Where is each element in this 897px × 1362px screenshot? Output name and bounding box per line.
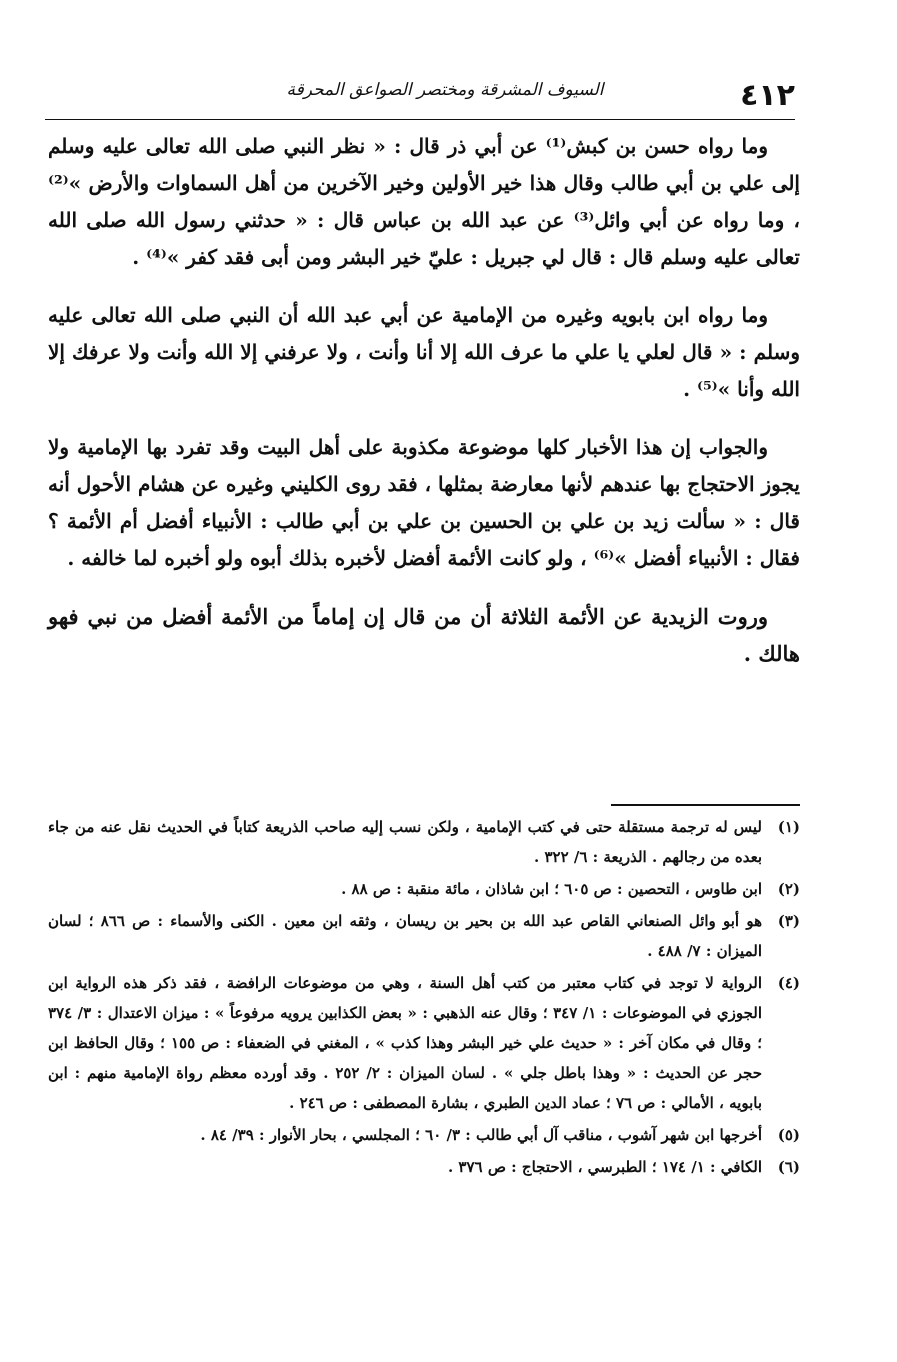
footnote-number: (٣): [777, 912, 800, 930]
main-text: [48, 128, 800, 672]
footnote-text: هو أبو وائل الصنعاني القاص عبد الله بن بحير بن ريسان ، وثقه ابن معين . الكنى والأسماء : ص ٨٦٦ ؛ لسان الميزان : ٧/ ٤٨٨ .: [48, 912, 762, 960]
footnote: [48, 874, 800, 904]
footnote-text: ليس له ترجمة مستقلة حتى في كتب الإمامية ، ولكن نسب إليه صاحب الذريعة كتاباً في الحديث نقل عنه من جاء بعده من رجالهم . الذريعة : ٦/ ٣٢٢ .: [48, 818, 762, 866]
footnote-number: (٢): [777, 880, 800, 898]
footnote-text: ابن طاوس ، التحصين : ص ٦٠٥ ؛ ابن شاذان ، مائة منقبة : ص ٨٨ .: [341, 880, 762, 898]
footnote-text: الرواية لا توجد في كتاب معتبر من كتب أهل السنة ، وهي من موضوعات الرافضة ، فقد ذكر هذه الرواية ابن الجوزي في الموضوعات : ١/ ٣٤٧ ؛ وقال عنه الذهبي : « بعض الكذابين يرويه مرفوعاً » : ميزان الاعتدال : ٣/ ٣٧٤ ؛ وقال في مكان آخر : « حديث علي خير البشر وهذا كذب » ، المغني في الضعفاء : ص ١٥٥ ؛ وقال الحافظ ابن حجر عن الحديث : « وهذا باطل جلي » . لسان الميزان : ٢/ ٢٥٢ . وقد أورده معظم رواة الإمامية منهم : ابن بابويه ، الأمالي : ص ٧٦ ؛ عماد الدين الطبري ، بشارة المصطفى : ص ٢٤٦ .: [48, 974, 762, 1112]
footnote-separator: [611, 804, 800, 806]
paragraph: وروت الزيدية عن الأئمة الثلاثة أن من قال إن إماماً من الأئمة أفضل من نبي فهو هالك .: [48, 604, 800, 666]
paragraph: وما رواه حسن بن كبش⁽¹⁾ عن أبي ذر قال : « نظر النبي صلى الله تعالى عليه وسلم إلى علي بن أبي طالب وقال هذا خير الأولين وخير الآخرين من أهل السماوات والأرض »⁽²⁾ ، وما رواه عن أبي وائل⁽³⁾ عن عبد الله بن عباس قال : « حدثني رسول الله صلى الله تعالى عليه وسلم قال : قال لي جبريل : عليّ خير البشر ومن أبى فقد كفر »⁽⁴⁾ .: [48, 134, 801, 269]
footnote: [48, 1120, 800, 1150]
footnote-number: (١): [777, 818, 800, 836]
footnote-number: (٥): [777, 1126, 800, 1144]
footnote: [48, 968, 800, 1118]
paragraph: وما رواه ابن بابويه وغيره من الإمامية عن أبي عبد الله أن النبي صلى الله تعالى عليه وسلم : « قال لعلي يا علي ما عرف الله إلا أنا وأنت ، ولا عرفني إلا الله وأنت ولا عرفك إلا الله وأنا »⁽⁵⁾ .: [48, 303, 800, 401]
footnote-text: الكافي : ١/ ١٧٤ ؛ الطبرسي ، الاحتجاج : ص ٣٧٦ .: [447, 1158, 762, 1176]
footnotes: [48, 812, 800, 1184]
page-header: [95, 72, 795, 122]
footnote-number: (٦): [777, 1158, 800, 1176]
running-title: السيوف المشرقة ومختصر الصواعق المحرقة: [286, 80, 604, 100]
footnote-number: (٤): [777, 974, 800, 992]
page-number: ٤١٢: [740, 78, 795, 113]
paragraph: والجواب إن هذا الأخبار كلها موضوعة مكذوبة على أهل البيت وقد تفرد بها الإمامية ولا يجوز الاحتجاج بها عندهم لأنها معارضة بمثلها ، فقد روى الكليني وغيره عن هشام الأحول أنه قال : « سألت زيد بن علي بن الحسين بن علي بن أبي طالب : الأنبياء أفضل أم الأئمة ؟ فقال : الأنبياء أفضل »⁽⁶⁾ ، ولو كانت الأئمة أفضل لأخبره بذلك أبوه ولو أخبره لما خالفه .: [48, 435, 800, 570]
header-rule: [45, 119, 795, 120]
footnote-text: أخرجها ابن شهر آشوب ، مناقب آل أبي طالب : ٣/ ٦٠ ؛ المجلسي ، بحار الأنوار : ٣٩/ ٨٤ .: [200, 1126, 762, 1144]
footnote: [48, 906, 800, 966]
footnote: [48, 1152, 800, 1182]
footnote: [48, 812, 800, 872]
